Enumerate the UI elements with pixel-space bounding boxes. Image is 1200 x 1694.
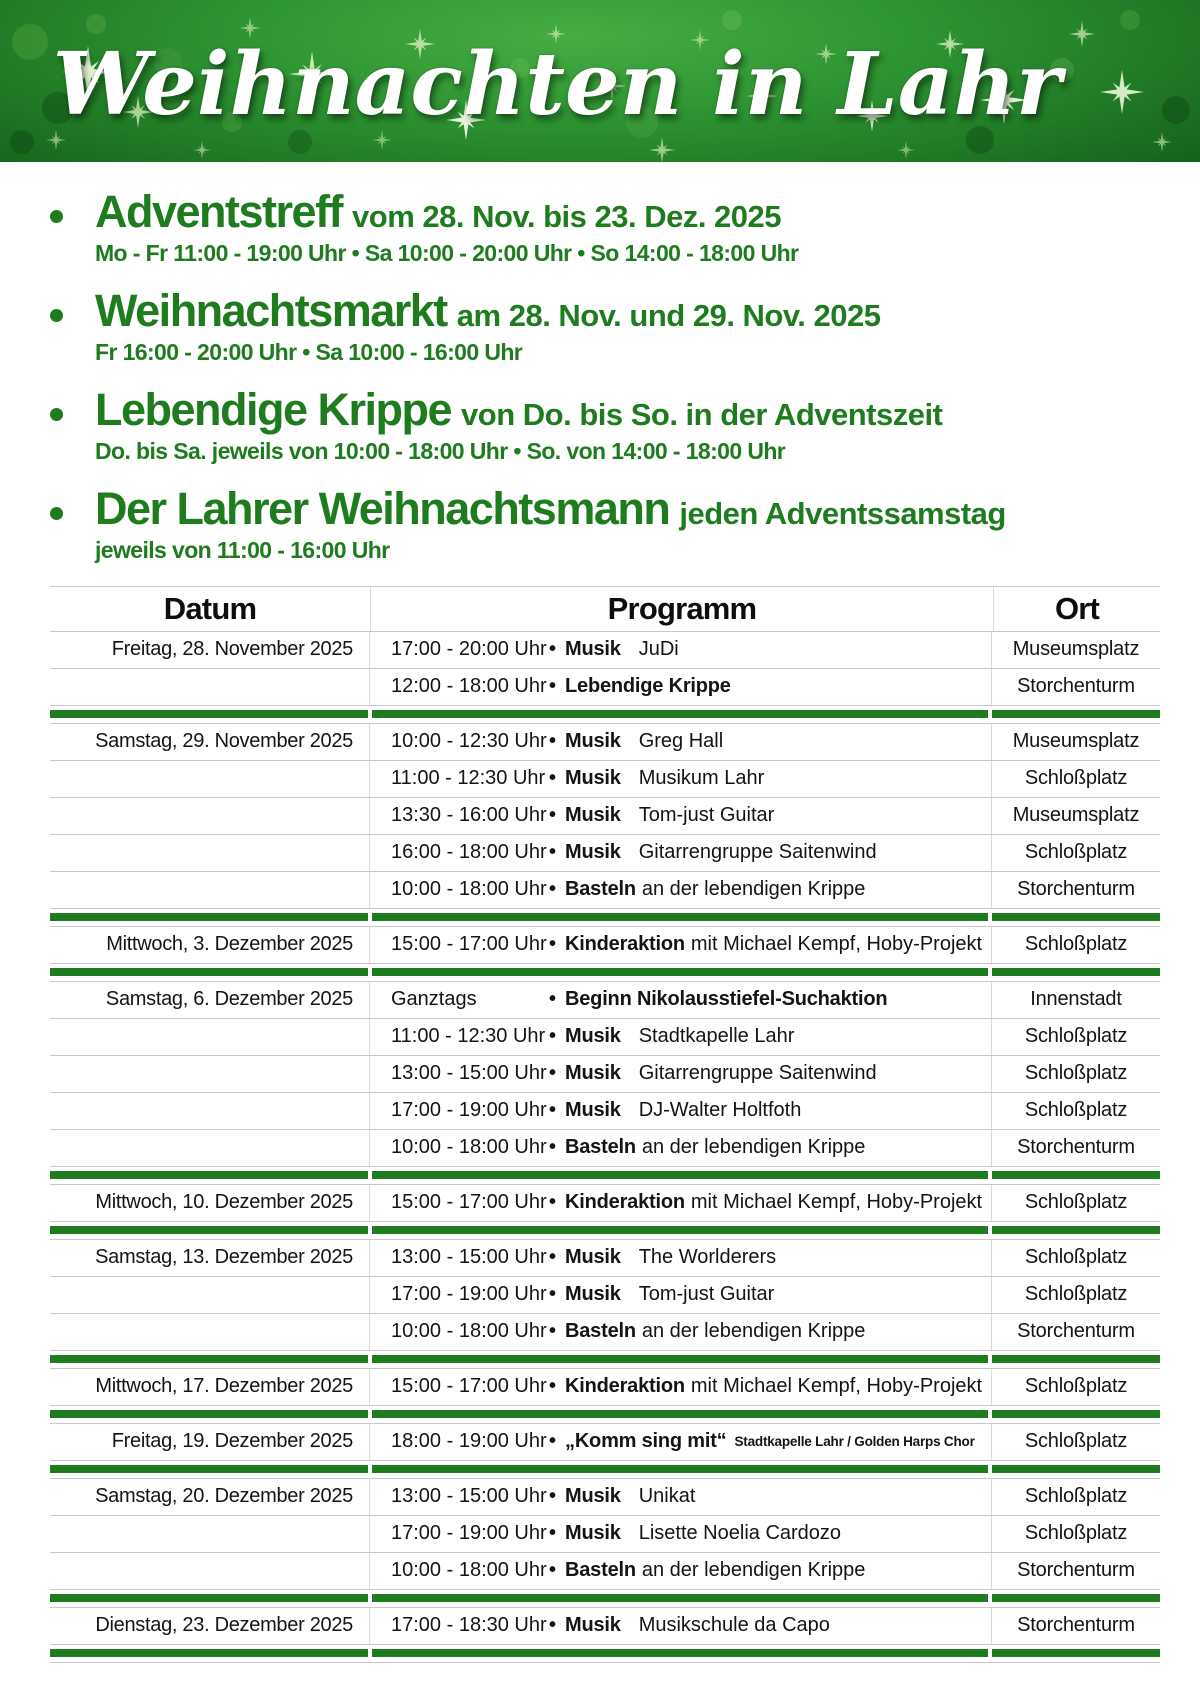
event-location: Schloßplatz (1024, 1522, 1128, 1545)
table-row (50, 1608, 1160, 1644)
event-program (370, 1093, 992, 1129)
event-location: Schloßplatz (1024, 1246, 1128, 1269)
table-row (50, 798, 1160, 835)
event-date (50, 1314, 370, 1350)
table-row (50, 1516, 1160, 1553)
event-location: Schloßplatz (1024, 841, 1128, 864)
event-program (370, 982, 992, 1018)
highlight-title: Weihnachtsmarkt (95, 284, 447, 336)
table-row (50, 632, 1160, 669)
highlight-subtitle: von Do. bis So. in der Adventszeit (461, 396, 943, 432)
highlight-subtitle: jeden Adventssamstag (679, 495, 1006, 531)
event-time: 10:00 - 12:30 Uhr (391, 730, 547, 753)
event-date: Freitag, 28. November 2025 (50, 632, 370, 668)
column-header-program: Programm (371, 587, 994, 631)
highlight-heading (95, 482, 1006, 534)
event-location: Schloßplatz (1024, 767, 1128, 790)
event-date: Dienstag, 23. Dezember 2025 (50, 1608, 370, 1644)
bullet-separator: • (549, 638, 557, 661)
table-row (50, 1240, 1160, 1277)
event-time: 16:00 - 18:00 Uhr (391, 841, 547, 864)
bullet-separator: • (549, 1246, 557, 1269)
event-activity: „Komm sing mit“ (565, 1430, 727, 1453)
highlight-times: Do. bis Sa. jeweils von 10:00 - 18:00 Uhr • So. von 14:00 - 18:00 Uhr (95, 437, 786, 464)
bullet-separator: • (549, 1191, 557, 1214)
event-time: 17:00 - 18:30 Uhr (391, 1614, 547, 1637)
table-row (50, 1185, 1160, 1221)
event-location: Museumsplatz (1012, 730, 1140, 753)
table-row (50, 1019, 1160, 1056)
table-row (50, 669, 1160, 705)
bullet-separator: • (549, 1099, 557, 1122)
event-location: Schloßplatz (1024, 1283, 1128, 1306)
event-program (370, 835, 992, 871)
event-activity: Musik (565, 1025, 621, 1048)
event-activity: Musik (565, 1283, 621, 1306)
bullet-separator: • (549, 804, 557, 827)
group-separator (50, 705, 1160, 724)
event-date (50, 1093, 370, 1129)
event-activity: Basteln (565, 878, 636, 901)
page-title: Weihnachten in Lahr (52, 33, 1062, 135)
event-program (370, 798, 992, 834)
group-separator (50, 1405, 1160, 1424)
event-activity: Kinderaktion (565, 1191, 685, 1214)
event-activity: Basteln (565, 1320, 636, 1343)
banner (0, 0, 1200, 162)
event-time: 15:00 - 17:00 Uhr (391, 933, 547, 956)
event-location: Storchenturm (1017, 878, 1135, 901)
event-date: Samstag, 29. November 2025 (50, 724, 370, 760)
event-time: 13:00 - 15:00 Uhr (391, 1246, 547, 1269)
event-date: Freitag, 19. Dezember 2025 (50, 1424, 370, 1460)
event-activity: Musik (565, 638, 621, 661)
highlight-heading (95, 186, 798, 237)
event-time: Ganztags (391, 988, 477, 1011)
highlights-list (0, 162, 1200, 564)
bullet-dot (50, 408, 63, 421)
event-time: 17:00 - 19:00 Uhr (391, 1283, 547, 1306)
event-program (370, 927, 992, 963)
event-location: Storchenturm (1017, 1136, 1135, 1159)
event-program (370, 724, 992, 760)
bullet-dot (50, 210, 63, 223)
event-program (370, 632, 992, 668)
event-activity: Basteln (565, 1559, 636, 1582)
bullet-separator: • (549, 1485, 557, 1508)
highlight-heading (95, 284, 881, 336)
event-date (50, 1130, 370, 1166)
event-location: Storchenturm (1017, 675, 1135, 698)
event-note: Stadtkapelle Lahr / Golden Harps Chor (734, 1434, 975, 1450)
bullet-separator: • (549, 878, 557, 901)
event-detail: The Worlderers (638, 1246, 777, 1269)
table-row (50, 1056, 1160, 1093)
table-row (50, 1093, 1160, 1130)
table-row (50, 1369, 1160, 1405)
event-location: Schloßplatz (1024, 1375, 1128, 1398)
table-row (50, 1479, 1160, 1516)
table-row (50, 982, 1160, 1019)
table-row (50, 1424, 1160, 1460)
event-detail: Musikum Lahr (638, 767, 765, 790)
event-date: Mittwoch, 10. Dezember 2025 (50, 1185, 370, 1221)
event-detail: Lisette Noelia Cardozo (638, 1522, 842, 1545)
bullet-dot (50, 507, 63, 520)
event-location: Schloßplatz (1024, 1191, 1128, 1214)
event-program (370, 1019, 992, 1055)
event-time: 10:00 - 18:00 Uhr (391, 1320, 547, 1343)
event-program (370, 1608, 992, 1644)
event-time: 10:00 - 18:00 Uhr (391, 1559, 547, 1582)
event-activity: Musik (565, 767, 621, 790)
event-location: Schloßplatz (1024, 1485, 1128, 1508)
event-detail: mit Michael Kempf, Hoby-Projekt (690, 1375, 983, 1398)
event-date (50, 835, 370, 871)
event-program (370, 1424, 992, 1460)
bullet-separator: • (549, 1614, 557, 1637)
event-detail: mit Michael Kempf, Hoby-Projekt (690, 933, 983, 956)
event-detail: Tom-just Guitar (638, 1283, 775, 1306)
highlight-title: Adventstreff (95, 186, 343, 237)
event-date (50, 1516, 370, 1552)
highlight-weihnachtsmann (48, 482, 1170, 564)
highlight-title: Der Lahrer Weihnachtsmann (95, 482, 670, 534)
event-detail: Gitarrengruppe Saitenwind (638, 841, 877, 864)
event-detail: JuDi (638, 638, 679, 661)
event-time: 11:00 - 12:30 Uhr (391, 767, 546, 790)
event-program (370, 1056, 992, 1092)
event-detail: an der lebendigen Krippe (641, 878, 866, 901)
event-activity: Kinderaktion (565, 933, 685, 956)
event-activity: Musik (565, 1614, 621, 1637)
event-location: Museumsplatz (1012, 804, 1140, 827)
event-date (50, 1019, 370, 1055)
event-program (370, 1553, 992, 1589)
highlight-lebendige-krippe (48, 383, 1170, 465)
event-detail: an der lebendigen Krippe (641, 1320, 866, 1343)
event-detail: Gitarrengruppe Saitenwind (638, 1062, 877, 1085)
event-detail: an der lebendigen Krippe (641, 1559, 866, 1582)
bullet-separator: • (549, 1430, 557, 1453)
event-date: Mittwoch, 3. Dezember 2025 (50, 927, 370, 963)
event-time: 15:00 - 17:00 Uhr (391, 1191, 547, 1214)
bullet-dot (50, 309, 63, 322)
event-time: 17:00 - 19:00 Uhr (391, 1099, 547, 1122)
group-separator (50, 1350, 1160, 1369)
group-separator (50, 908, 1160, 927)
event-program (370, 761, 992, 797)
table-row (50, 872, 1160, 908)
bullet-separator: • (549, 730, 557, 753)
bullet-separator: • (549, 1522, 557, 1545)
event-activity: Musik (565, 1099, 621, 1122)
event-activity: Musik (565, 1485, 621, 1508)
event-time: 13:00 - 15:00 Uhr (391, 1062, 547, 1085)
table-row (50, 724, 1160, 761)
event-date (50, 669, 370, 705)
event-time: 12:00 - 18:00 Uhr (391, 675, 547, 698)
bullet-separator: • (549, 1283, 557, 1306)
event-location: Storchenturm (1017, 1320, 1135, 1343)
group-separator (50, 1221, 1160, 1240)
event-time: 13:00 - 15:00 Uhr (391, 1485, 547, 1508)
event-detail: Tom-just Guitar (638, 804, 775, 827)
event-detail: an der lebendigen Krippe (641, 1136, 866, 1159)
event-date (50, 761, 370, 797)
bullet-separator: • (549, 933, 557, 956)
event-location: Storchenturm (1017, 1559, 1135, 1582)
highlight-subtitle: vom 28. Nov. bis 23. Dez. 2025 (352, 199, 782, 234)
highlight-title: Lebendige Krippe (95, 383, 452, 435)
table-row (50, 927, 1160, 963)
event-date: Samstag, 20. Dezember 2025 (50, 1479, 370, 1515)
event-location: Schloßplatz (1024, 1025, 1128, 1048)
event-program (370, 1479, 992, 1515)
event-time: 11:00 - 12:30 Uhr (391, 1025, 546, 1048)
event-location: Schloßplatz (1024, 1099, 1128, 1122)
table-row (50, 1314, 1160, 1350)
event-location: Storchenturm (1017, 1614, 1135, 1637)
highlight-heading (95, 383, 943, 435)
event-time: 15:00 - 17:00 Uhr (391, 1375, 547, 1398)
event-program (370, 1185, 992, 1221)
event-program (370, 872, 992, 908)
event-activity: Musik (565, 1246, 621, 1269)
bullet-separator: • (549, 841, 557, 864)
event-program (370, 669, 992, 705)
group-separator (50, 1644, 1160, 1663)
highlight-adventstreff (48, 186, 1170, 267)
event-detail: Greg Hall (638, 730, 724, 753)
event-location: Schloßplatz (1024, 1062, 1128, 1085)
event-activity: Musik (565, 804, 621, 827)
event-program (370, 1516, 992, 1552)
event-program (370, 1240, 992, 1276)
bullet-separator: • (549, 988, 557, 1011)
bullet-separator: • (549, 1375, 557, 1398)
bullet-separator: • (549, 1320, 557, 1343)
highlight-times: Fr 16:00 - 20:00 Uhr • Sa 10:00 - 16:00 Uhr (95, 338, 523, 365)
highlight-weihnachtsmarkt (48, 284, 1170, 366)
highlight-times: jeweils von 11:00 - 16:00 Uhr (95, 536, 390, 563)
event-detail: Unikat (638, 1485, 696, 1508)
event-date (50, 1056, 370, 1092)
event-date (50, 798, 370, 834)
event-activity: Kinderaktion (565, 1375, 685, 1398)
bullet-separator: • (549, 1025, 557, 1048)
event-time: 10:00 - 18:00 Uhr (391, 878, 547, 901)
table-row (50, 1553, 1160, 1589)
event-program (370, 1277, 992, 1313)
table-row (50, 761, 1160, 798)
bullet-separator: • (549, 1559, 557, 1582)
highlight-subtitle: am 28. Nov. und 29. Nov. 2025 (456, 297, 881, 333)
event-date: Mittwoch, 17. Dezember 2025 (50, 1369, 370, 1405)
event-time: 18:00 - 19:00 Uhr (391, 1430, 547, 1453)
event-program (370, 1130, 992, 1166)
event-date (50, 1277, 370, 1313)
event-location: Schloßplatz (1024, 1430, 1128, 1453)
event-location: Schloßplatz (1024, 933, 1128, 956)
event-activity: Lebendige Krippe (565, 675, 731, 698)
group-separator (50, 1589, 1160, 1608)
group-separator (50, 963, 1160, 982)
event-activity: Musik (565, 841, 621, 864)
event-location: Innenstadt (1030, 988, 1122, 1011)
group-separator (50, 1460, 1160, 1479)
event-time: 17:00 - 20:00 Uhr (391, 638, 547, 661)
schedule-table (50, 586, 1160, 1663)
schedule-body (50, 632, 1160, 1663)
bullet-separator: • (549, 675, 557, 698)
bullet-separator: • (549, 1062, 557, 1085)
group-separator (50, 1166, 1160, 1185)
event-detail: Stadtkapelle Lahr (638, 1025, 795, 1048)
event-program (370, 1369, 992, 1405)
event-detail: DJ-Walter Holtfoth (638, 1099, 802, 1122)
table-row (50, 835, 1160, 872)
event-date: Samstag, 6. Dezember 2025 (50, 982, 370, 1018)
bullet-separator: • (549, 1136, 557, 1159)
column-header-date: Datum (50, 587, 371, 631)
event-activity: Musik (565, 1522, 621, 1545)
highlight-times: Mo - Fr 11:00 - 19:00 Uhr • Sa 10:00 - 20:00 Uhr • So 14:00 - 18:00 Uhr (95, 239, 799, 266)
event-time: 10:00 - 18:00 Uhr (391, 1136, 547, 1159)
table-row (50, 1277, 1160, 1314)
schedule-header (50, 586, 1160, 632)
event-detail: Musikschule da Capo (638, 1614, 830, 1637)
table-row (50, 1130, 1160, 1166)
bullet-separator: • (549, 767, 557, 790)
event-time: 17:00 - 19:00 Uhr (391, 1522, 547, 1545)
event-activity: Basteln (565, 1136, 636, 1159)
event-activity: Beginn Nikolausstiefel-Suchaktion (565, 988, 888, 1011)
event-activity: Musik (565, 730, 621, 753)
event-date (50, 1553, 370, 1589)
event-time: 13:30 - 16:00 Uhr (391, 804, 547, 827)
event-activity: Musik (565, 1062, 621, 1085)
event-detail: mit Michael Kempf, Hoby-Projekt (690, 1191, 983, 1214)
event-date (50, 872, 370, 908)
event-date: Samstag, 13. Dezember 2025 (50, 1240, 370, 1276)
column-header-location: Ort (1054, 590, 1100, 626)
event-program (370, 1314, 992, 1350)
event-location: Museumsplatz (1012, 638, 1140, 661)
